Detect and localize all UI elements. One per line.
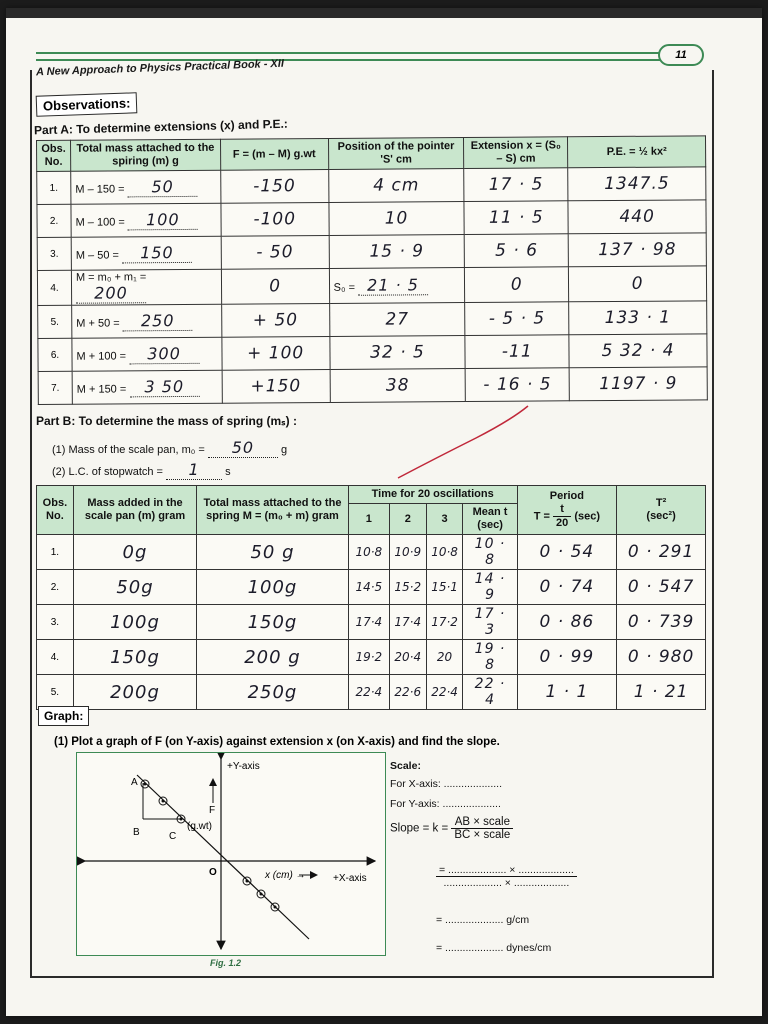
- scale-x: For X-axis: ....................: [390, 778, 503, 790]
- mass-label: M = m₀ + m₁ =: [75, 271, 147, 284]
- pe-cell: 137 · 98: [568, 233, 706, 267]
- tsq-title: T²: [655, 497, 667, 509]
- col-b-t1: 1: [348, 504, 389, 535]
- mean-cell: 22 · 4: [463, 675, 517, 710]
- stopwatch-lc-value: 1: [188, 460, 200, 479]
- scale-pan-mass-unit: g: [280, 444, 288, 456]
- part-b-heading: Part B: To determine the mass of spring (mₛ) :: [36, 414, 297, 428]
- mass-added-cell: 200g: [73, 675, 196, 710]
- force-cell: - 50: [221, 235, 329, 269]
- force-cell: + 50: [221, 303, 329, 337]
- point-c-label: C: [169, 831, 177, 842]
- mass-value: 50: [151, 177, 174, 197]
- period-num: t: [553, 503, 571, 517]
- tsq-cell: 0 · 291: [617, 535, 706, 570]
- extension-cell: 0: [465, 267, 569, 303]
- mass-label: M – 50 =: [75, 249, 119, 262]
- pe-cell: 1197 · 9: [569, 367, 707, 401]
- t3-cell: 15·1: [426, 570, 463, 605]
- mass-value: 3 50: [144, 376, 185, 397]
- scale-pan-mass-value: 50: [231, 438, 255, 457]
- pe-cell: 440: [568, 200, 706, 234]
- t2-cell: 22·6: [389, 675, 426, 710]
- mass-value: 150: [140, 243, 174, 263]
- col-total-mass: Total mass attached to the spiring (m) g: [70, 139, 220, 171]
- pointer-value: 21 · 5: [367, 275, 419, 295]
- b-obs-no-cell: 5.: [37, 675, 74, 710]
- part-a-header-row: [37, 136, 706, 172]
- mass-blank: [129, 344, 199, 364]
- mass-added-cell: 50g: [73, 570, 196, 605]
- t1-cell: 14·5: [348, 570, 389, 605]
- period-cell: 1 · 1: [517, 675, 617, 710]
- period-cell: 0 · 86: [517, 605, 617, 640]
- part-b-row: [37, 675, 706, 710]
- pointer-label: S₀ =: [333, 281, 356, 294]
- obs-no-cell: 7.: [38, 371, 72, 404]
- t1-cell: 19·2: [348, 640, 389, 675]
- extension-cell: 11 · 5: [464, 201, 568, 235]
- period-cell: 0 · 74: [517, 570, 617, 605]
- point-b-label: B: [133, 827, 140, 838]
- mass-label: M – 150 =: [75, 183, 125, 196]
- mass-added-cell: 150g: [73, 640, 196, 675]
- pointer-cell: 4 cm: [328, 169, 464, 203]
- pointer-cell: 15 · 9: [329, 235, 465, 269]
- part-a-row: [38, 301, 707, 339]
- col-pointer: Position of the pointer 'S' cm: [328, 138, 464, 170]
- mass-label: M + 150 =: [76, 383, 127, 396]
- stopwatch-lc-label: (2) L.C. of stopwatch =: [52, 466, 163, 478]
- pointer-cell: 10: [329, 202, 465, 236]
- force-cell: +150: [222, 369, 330, 403]
- extension-cell: 17 · 5: [464, 168, 568, 202]
- extension-cell: - 16 · 5: [465, 368, 569, 402]
- y-axis-label: +Y-axis: [227, 761, 260, 772]
- period-cell: 0 · 99: [517, 640, 617, 675]
- pe-cell: 133 · 1: [569, 301, 707, 335]
- t3-cell: 22·4: [426, 675, 463, 710]
- part-a-row: [37, 167, 706, 205]
- mass-blank: [123, 311, 193, 331]
- force-cell: -100: [221, 202, 329, 236]
- scale-title: Scale:: [390, 760, 421, 772]
- extension-cell: - 5 · 5: [465, 302, 569, 336]
- t1-cell: 22·4: [348, 675, 389, 710]
- slope-formula: [390, 816, 513, 841]
- book-title: A New Approach to Physics Practical Book - XII: [35, 57, 285, 79]
- tsq-cell: 0 · 739: [617, 605, 706, 640]
- mean-cell: 10 · 8: [463, 535, 517, 570]
- pe-cell: 1347.5: [568, 167, 706, 201]
- slope-eq1-fraction: [436, 864, 577, 889]
- page-number: 11: [658, 44, 704, 66]
- pe-cell: 5 32 · 4: [569, 334, 707, 368]
- part-a-row: [38, 367, 707, 405]
- mean-cell: 19 · 8: [463, 640, 517, 675]
- mass-value: 250: [140, 311, 175, 331]
- part-b-row: [37, 640, 706, 675]
- graph-svg: [77, 753, 385, 955]
- extension-cell: 5 · 6: [465, 234, 569, 268]
- period-suffix: (sec): [574, 510, 601, 523]
- slope-den: BC × scale: [454, 829, 511, 841]
- mass-cell: [71, 269, 221, 305]
- force-cell: -150: [220, 169, 328, 203]
- t1-cell: 10·8: [348, 535, 389, 570]
- part-b-row: [37, 605, 706, 640]
- total-mass-cell: 150g: [197, 605, 349, 640]
- mass-blank: [122, 243, 192, 263]
- mass-added-cell: 0g: [73, 535, 196, 570]
- scale-pan-mass-blank: [208, 438, 278, 458]
- mass-label: M + 50 =: [76, 317, 120, 330]
- period-fraction: [553, 503, 571, 530]
- obs-no-cell: 6.: [38, 338, 72, 371]
- pointer-cell: 32 · 5: [329, 336, 465, 370]
- col-pe: P.E. = ½ kx²: [568, 136, 706, 168]
- slope-label: Slope = k =: [390, 822, 449, 835]
- scale-pan-mass-line: [52, 438, 287, 458]
- part-b-table: [36, 485, 706, 710]
- obs-no-cell: 2.: [37, 204, 71, 237]
- period-cell: 0 · 54: [517, 535, 617, 570]
- mass-value: 200: [94, 283, 128, 303]
- slope-eq1-den: .................... × ...................: [443, 877, 570, 889]
- pointer-cell: [329, 268, 465, 304]
- tsq-unit: (sec²): [646, 510, 676, 522]
- tsq-cell: 1 · 21: [617, 675, 706, 710]
- t3-cell: 10·8: [426, 535, 463, 570]
- point-a-label: A: [131, 777, 138, 788]
- t2-cell: 10·9: [389, 535, 426, 570]
- part-b-row: [37, 535, 706, 570]
- pointer-blank: [358, 275, 428, 295]
- extension-cell: -11: [465, 335, 569, 369]
- pe-cell: 0: [569, 266, 707, 302]
- mass-cell: [72, 337, 222, 371]
- graph-instruction: (1) Plot a graph of F (on Y-axis) against extension x (on X-axis) and find the slope.: [54, 736, 500, 748]
- t3-cell: 17·2: [426, 605, 463, 640]
- mass-value: 300: [147, 343, 181, 364]
- slope-fraction: [451, 816, 513, 841]
- mass-label: M – 100 =: [75, 216, 125, 229]
- mass-cell: [71, 236, 221, 270]
- part-a-table: [36, 135, 708, 405]
- stopwatch-lc-blank: [166, 460, 222, 480]
- t1-cell: 17·4: [348, 605, 389, 640]
- part-b-row: [37, 570, 706, 605]
- period-title: Period: [549, 490, 584, 502]
- top-shadow-bar: [6, 8, 762, 18]
- mass-added-cell: 100g: [73, 605, 196, 640]
- f-unit-label: (g.wt): [187, 821, 212, 832]
- col-b-mean: Mean t (sec): [463, 504, 517, 535]
- obs-no-cell: 4.: [37, 270, 71, 305]
- force-cell: + 100: [222, 336, 330, 370]
- t3-cell: 20: [426, 640, 463, 675]
- mass-cell: [71, 203, 221, 237]
- t2-cell: 17·4: [389, 605, 426, 640]
- workbook-page: [6, 8, 762, 1016]
- mass-blank: [76, 283, 146, 303]
- col-b-mass-added: Mass added in the scale pan (m) gram: [73, 486, 196, 535]
- force-cell: 0: [221, 268, 329, 304]
- data-points: [141, 780, 279, 911]
- period-formula: [521, 503, 614, 530]
- scale-y: For Y-axis: ....................: [390, 798, 501, 810]
- mass-cell: [72, 370, 222, 404]
- header-rule: [36, 52, 676, 61]
- stopwatch-lc-line: [52, 460, 231, 480]
- f-label: F: [209, 805, 216, 816]
- obs-no-cell: 1.: [37, 171, 71, 204]
- mass-blank: [128, 177, 198, 197]
- mass-cell: [72, 304, 222, 338]
- stopwatch-lc-unit: s: [225, 466, 231, 478]
- t2-cell: 15·2: [389, 570, 426, 605]
- total-mass-cell: 50 g: [197, 535, 349, 570]
- origin-label: O: [209, 867, 217, 878]
- tsq-cell: 0 · 980: [617, 640, 706, 675]
- part-a-heading: Part A: To determine extensions (x) and P.E.:: [33, 116, 288, 138]
- col-b-time-group: Time for 20 oscillations: [348, 486, 517, 504]
- mean-cell: 17 · 3: [463, 605, 517, 640]
- b-obs-no-cell: 2.: [37, 570, 74, 605]
- col-b-t3: 3: [426, 504, 463, 535]
- slope-eq2: = .................... g/cm: [436, 914, 530, 926]
- b-obs-no-cell: 4.: [37, 640, 74, 675]
- obs-no-cell: 3.: [37, 237, 71, 270]
- b-obs-no-cell: 3.: [37, 605, 74, 640]
- col-b-tsq: [617, 486, 706, 535]
- mass-value: 100: [145, 209, 180, 230]
- col-force: F = (m – M) g.wt: [220, 138, 328, 170]
- b-obs-no-cell: 1.: [37, 535, 74, 570]
- col-b-obs-no: Obs. No.: [37, 486, 74, 535]
- slope-eq1-num: = .................... × ...................: [436, 864, 577, 877]
- observations-label: Observations:: [36, 92, 138, 117]
- part-b-header-row-1: [37, 486, 706, 504]
- mass-label: M + 100 =: [76, 350, 127, 363]
- col-b-period: [517, 486, 617, 535]
- part-a-row: [37, 200, 706, 238]
- slope-eq1: [436, 864, 577, 889]
- figure-caption: Fig. 1.2: [210, 958, 242, 968]
- mass-cell: [71, 170, 221, 204]
- col-extension: Extension x = (S₀ – S) cm: [464, 137, 568, 169]
- col-obs-no: Obs. No.: [37, 140, 71, 171]
- total-mass-cell: 100g: [197, 570, 349, 605]
- part-a-row: [37, 233, 706, 271]
- t2-cell: 20·4: [389, 640, 426, 675]
- x-cm-label: x (cm) →: [265, 870, 306, 881]
- graph-figure: [76, 752, 386, 956]
- scale-pan-mass-label: (1) Mass of the scale pan, m₀ =: [52, 444, 205, 456]
- mass-blank: [128, 210, 198, 230]
- slope-eq3: = .................... dynes/cm: [436, 942, 552, 954]
- pointer-cell: 38: [330, 369, 466, 403]
- x-axis-label: +X-axis: [333, 873, 367, 884]
- total-mass-cell: 250g: [197, 675, 349, 710]
- mean-cell: 14 · 9: [463, 570, 517, 605]
- col-b-t2: 2: [389, 504, 426, 535]
- period-prefix: T =: [533, 510, 550, 523]
- graph-label: Graph:: [38, 706, 89, 726]
- pointer-cell: 27: [329, 303, 465, 337]
- obs-no-cell: 5.: [38, 305, 72, 338]
- part-a-row: [38, 334, 707, 372]
- col-b-total-mass: Total mass attached to the spring M = (m₀ + m) gram: [197, 486, 349, 535]
- mass-blank: [129, 377, 199, 397]
- tsq-cell: 0 · 547: [617, 570, 706, 605]
- part-a-row: [37, 266, 706, 306]
- period-den: 20: [556, 517, 569, 529]
- slope-num: AB × scale: [451, 816, 513, 829]
- total-mass-cell: 200 g: [197, 640, 349, 675]
